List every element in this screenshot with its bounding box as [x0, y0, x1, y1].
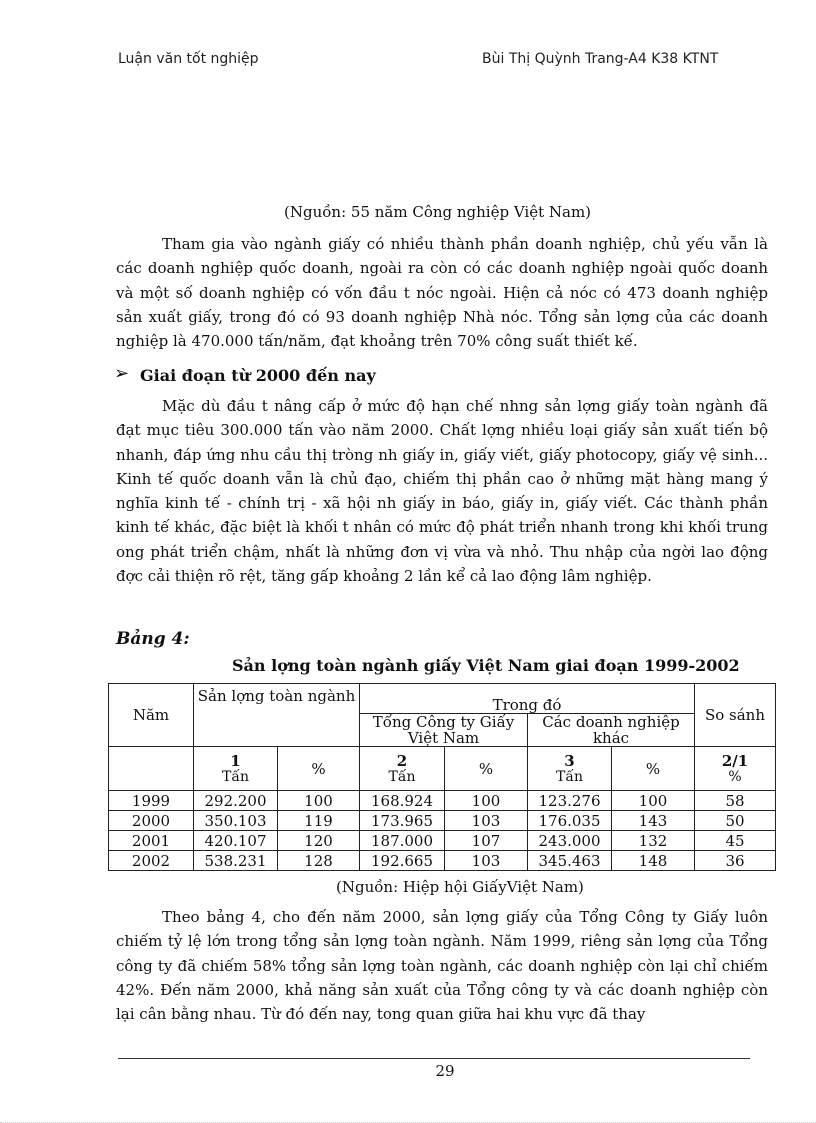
table-title: Sản lợng toàn ngành giấy Việt Nam giai đoạn 1999-2002: [232, 656, 740, 675]
header-left: Luận văn tốt nghiệp: [118, 51, 259, 67]
header-year: Năm: [109, 684, 194, 747]
paragraph-3: Theo bảng 4, cho đến năm 2000, sản lợng giấy của Tổng Công ty Giấy luôn chiếm tỷ lệ lớn trong tổng sản lợng toàn ngành. Năm 1999, riêng sản lợng của Tổng công ty đã chiếm 58% tổng sản lợng toàn ngành, các doanh nghiệp còn lại chỉ chiếm 42%. Đến năm 2000, khả năng sản xuất của Tổng công ty và các doanh nghiệp còn lại cân bằng nhau. Từ đó đến nay, tong quan giữa hai khu vực đã thay: [116, 908, 768, 1024]
col-2-header: 2 Tấn: [360, 747, 445, 791]
table-row: 1999 292.200 100 168.924 100 123.276 100 58: [109, 791, 776, 811]
footer-divider: [118, 1058, 750, 1059]
table-row: 2000 350.103 119 173.965 103 176.035 143 50: [109, 811, 776, 831]
header-trong-do: Trong đó: [360, 684, 695, 714]
header-compare: So sánh: [695, 684, 776, 747]
blank-cell: [109, 747, 194, 791]
section-heading: Giai đoạn từ 2000 đến nay: [140, 366, 376, 385]
header-tct: Tổng Công ty Giấy Việt Nam: [360, 714, 528, 747]
table-row: 2001 420.107 120 187.000 107 243.000 132 45: [109, 831, 776, 851]
arrow-bullet-icon: ➢: [114, 363, 130, 384]
header-right: Bùi Thị Quỳnh Trang-A4 K38 KTNT: [482, 51, 719, 67]
page-number: 29: [435, 1062, 455, 1080]
source-top: (Nguồn: 55 năm Công nghiệp Việt Nam): [284, 203, 592, 221]
production-table: [108, 683, 776, 871]
col-1-header: 1 Tấn: [194, 747, 278, 791]
paragraph-1: Tham gia vào ngành giấy có nhiều thành phần doanh nghiệp, chủ yếu vẫn là các doanh nghiệp quốc doanh, ngoài ra còn có các doanh nghiệp ngoài quốc doanh và một số doanh nghiệp có vốn đầu t nóc ngoài. Hiện cả nóc có 473 doanh nghiệp sản xuất giấy, trong đó có 93 doanh nghiệp Nhà nóc. Tổng sản lợng của các doanh nghiệp là 470.000 tấn/năm, đạt khoảng trên 70% công suất thiết kế.: [116, 235, 768, 351]
header-total: Sản lợng toàn ngành: [194, 684, 360, 747]
table-row: 2002 538.231 128 192.665 103 345.463 148 36: [109, 851, 776, 871]
pct-header: %: [278, 747, 360, 791]
header-other: Các doanh nghiệp khác: [528, 714, 695, 747]
table-label: Bảng 4:: [116, 629, 190, 649]
table-source: (Nguồn: Hiệp hội GiấyViệt Nam): [336, 878, 584, 896]
pct-header: %: [612, 747, 695, 791]
paragraph-2: Mặc dù đầu t nâng cấp ở mức độ hạn chế nhng sản lợng giấy toàn ngành đã đạt mục tiêu 300.000 tấn vào năm 2000. Chất lợng nhiều loại giấy sản xuất tiến bộ nhanh, đáp ứng nhu cầu thị tròng nh giấy in, giấy viết, giấy photocopy, giấy vệ sinh... Kinh tế quốc doanh vẫn là chủ đạo, chiếm thị phần cao ở những mặt hàng mang ý nghĩa kinh tế - chính trị - xã hội nh giấy in báo, giấy in, giấy viết. Các thành phần kinh tế khác, đặc biệt là khối t nhân có mức độ phát triển nhanh trong khi khối trung ong phát triển chậm, nhất là những đơn vị vừa và nhỏ. Thu nhập của ngời lao động đợc cải thiện rõ rệt, tăng gấp khoảng 2 lần kể cả lao động lâm nghiệp.: [116, 397, 768, 586]
col-3-header: 3 Tấn: [528, 747, 612, 791]
col-ratio-header: 2/1 %: [695, 747, 776, 791]
pct-header: %: [445, 747, 528, 791]
